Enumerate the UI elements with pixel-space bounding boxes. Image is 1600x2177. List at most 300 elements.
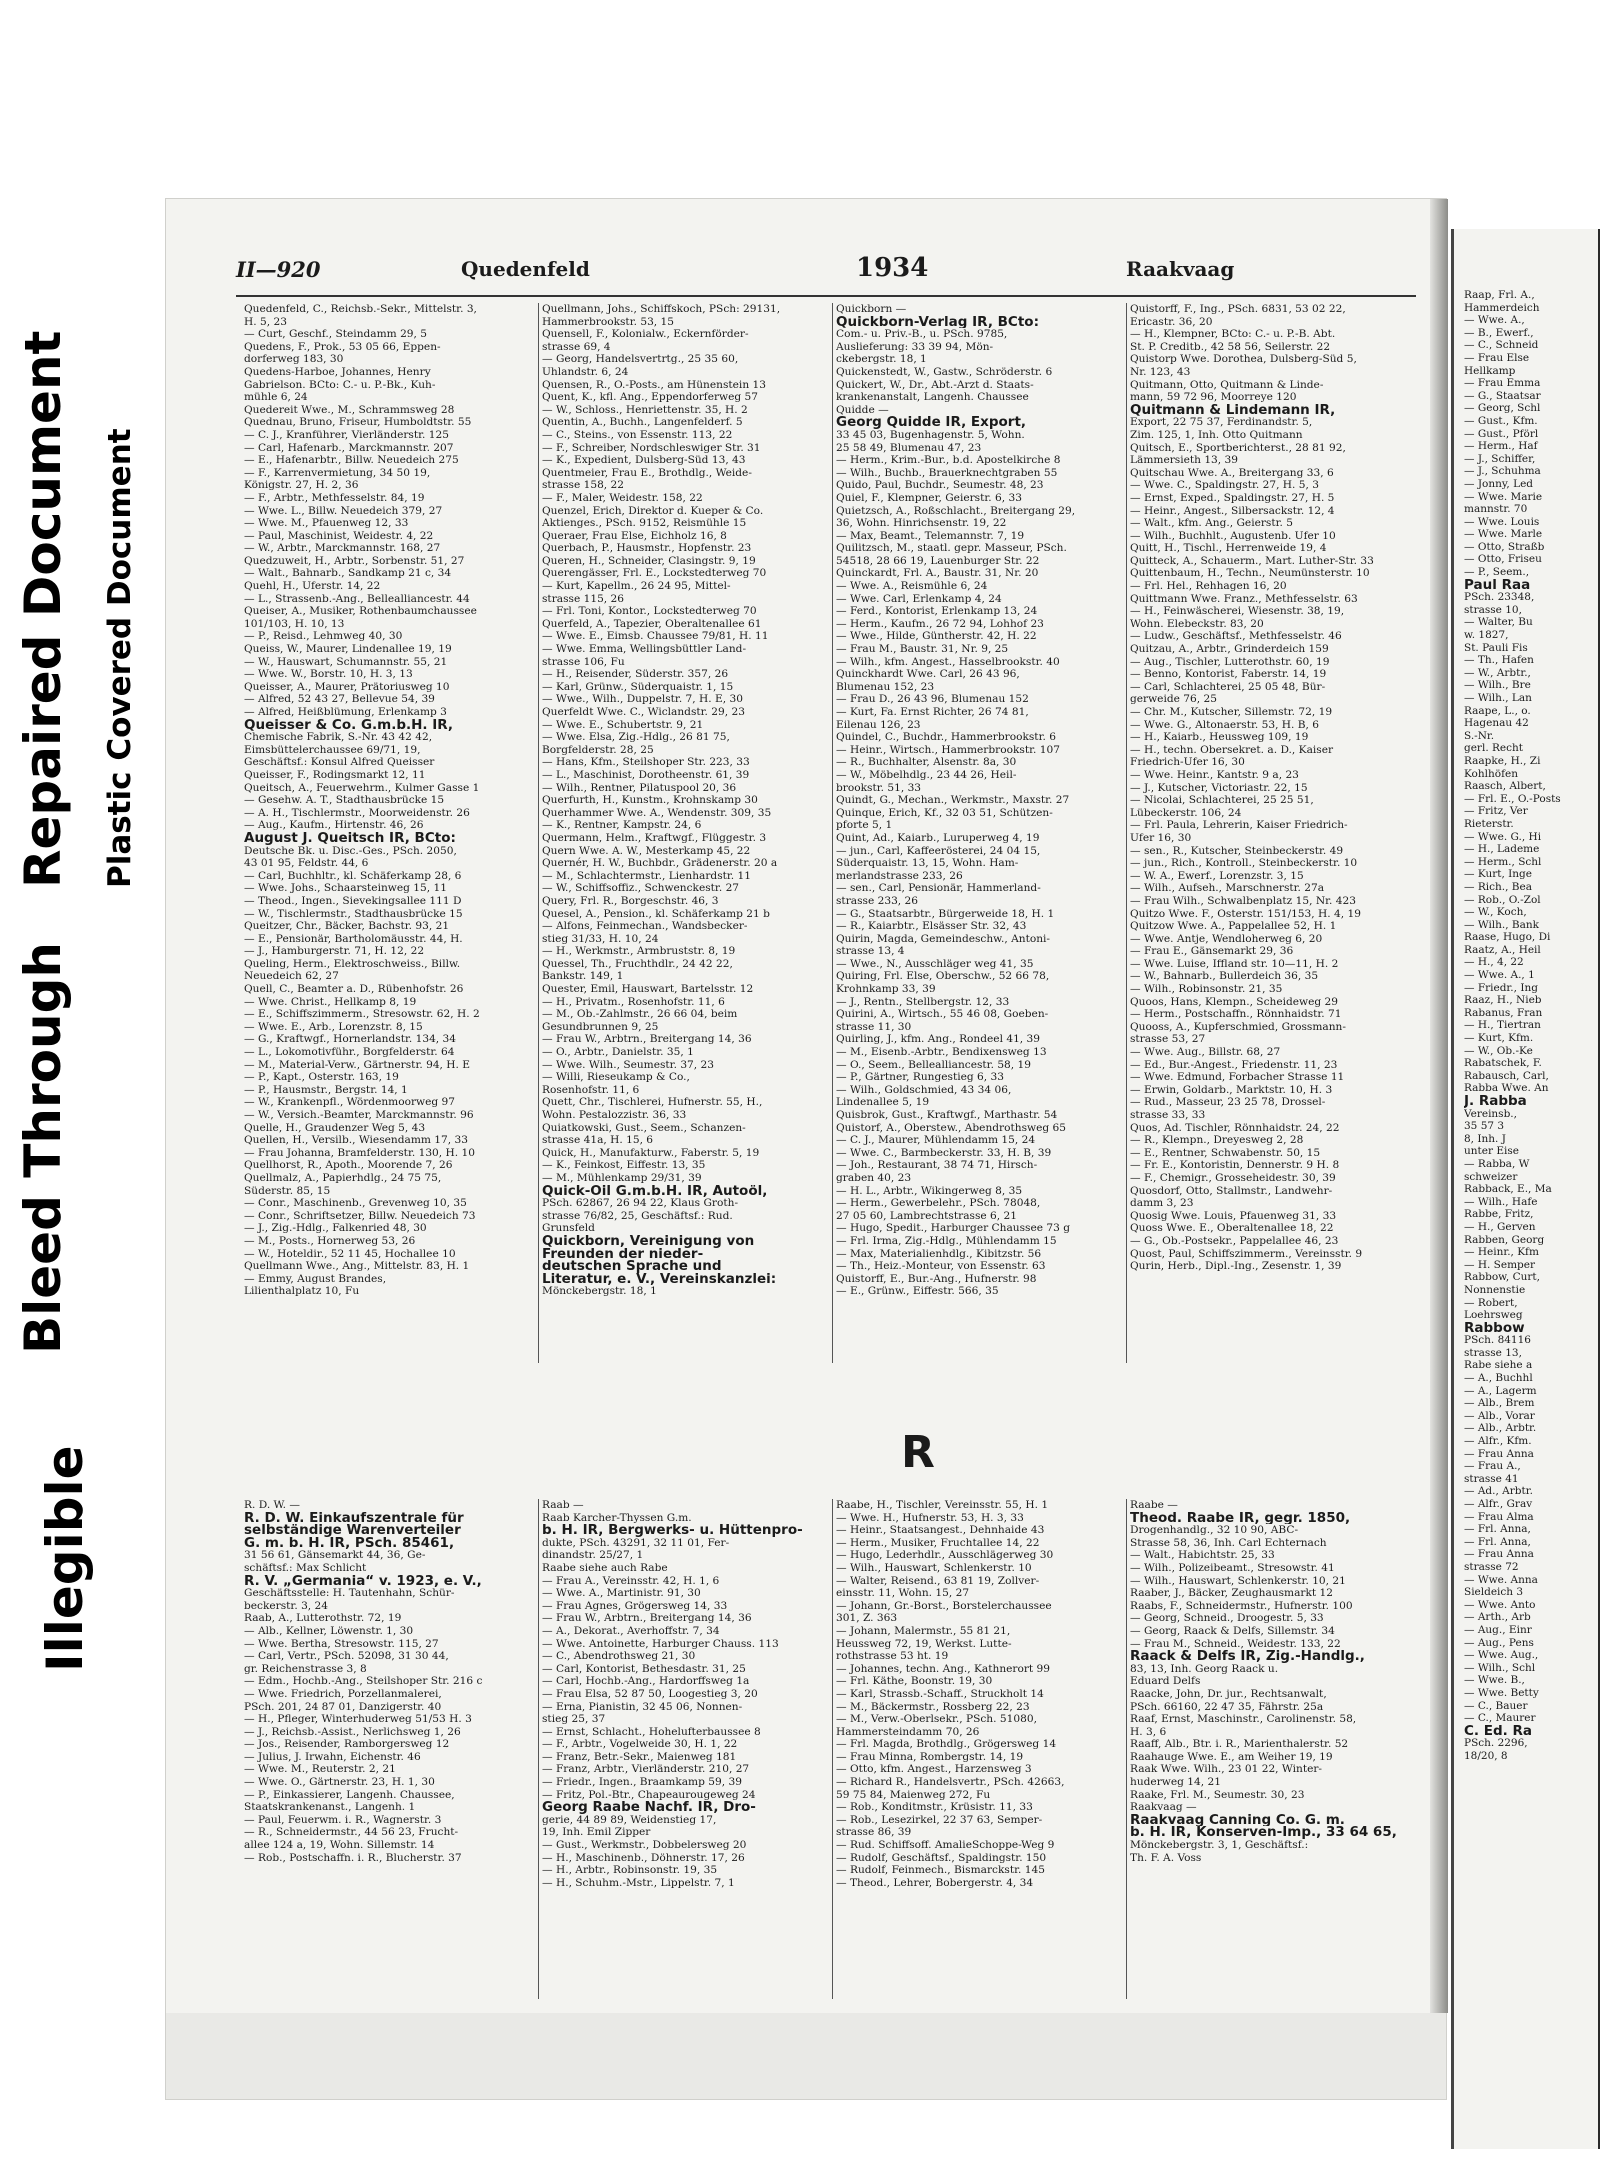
directory-column — [542, 1499, 828, 1889]
directory-entry-line: — Rudolf, Geschäftsf., Spaldingstr. 150 — [836, 1851, 1047, 1864]
directory-entry-line: strasse 106, Fu — [542, 655, 625, 668]
directory-entry-line: — Wwe. G., Altonaerstr. 53, H. B, 6 — [1130, 718, 1320, 731]
directory-entry-line: Raase, Hugo, Di — [1464, 931, 1551, 944]
directory-entry-line: — Wwe. Anto — [1464, 1598, 1536, 1611]
directory-entry-line: Raakvaag Canning Co. G. m. — [1130, 1813, 1345, 1827]
directory-entry-line: mannstr. 70 — [1464, 503, 1528, 516]
directory-entry-line: Quittenbaum, H., Techn., Neumünsterstr. 10 — [1130, 567, 1370, 580]
directory-entry-line: — Wwe. E., Schubertstr. 9, 21 — [542, 718, 704, 731]
header-rule — [236, 295, 1416, 297]
page-header — [236, 253, 1416, 287]
directory-entry-line: Bankstr. 149, 1 — [542, 970, 624, 983]
directory-entry-line: Quickenstedt, W., Gastw., Schröderstr. 6 — [836, 365, 1053, 378]
directory-entry-line: — Carl, Vertr., PSch. 52098, 31 30 44, — [244, 1650, 449, 1663]
directory-entry-line: damm 3, 23 — [1130, 1197, 1194, 1210]
directory-entry-line: Eduard Delfs — [1130, 1675, 1201, 1688]
directory-entry-line: Hammerbrookstr. 53, 15 — [542, 315, 675, 328]
directory-entry-line: Staatskrankenanst., Langenh. 1 — [244, 1801, 416, 1814]
directory-entry-line: — Georg, Handelsvertrtg., 25 35 60, — [542, 353, 739, 366]
directory-entry-line: — W., Koch, — [1464, 906, 1527, 919]
directory-entry-line: — Fritz, Pol.-Btr., Chapeaurougeweg 24 — [542, 1788, 756, 1801]
directory-entry-line: — Arth., Arb — [1464, 1611, 1531, 1624]
directory-entry-line: — H., 4, 22 — [1464, 956, 1524, 969]
directory-entry-line: Rabba Wwe. An — [1464, 1082, 1549, 1095]
directory-entry-line: Rieterstr. — [1464, 817, 1514, 830]
directory-entry-line: Gesundbrunnen 9, 25 — [542, 1020, 659, 1033]
directory-entry-line: — Wwe. Wilh., Seumestr. 37, 23 — [542, 1058, 715, 1071]
directory-entry-line: R. V. „Germania“ v. 1923, e. V., — [244, 1574, 482, 1588]
directory-entry-line: Quilitzsch, M., staatl. gepr. Masseur, PSch. — [836, 542, 1067, 555]
directory-entry-line: — P., Hausmstr., Bergstr. 14, 1 — [244, 1083, 408, 1096]
directory-entry-line: — Carl, Hochb.-Ang., Hardorffsweg 1a — [542, 1675, 750, 1688]
directory-entry-line: Quoos, Hans, Klempn., Scheideweg 29 — [1130, 995, 1338, 1008]
directory-entry-line: — Frau Minna, Rombergstr. 14, 19 — [836, 1750, 1024, 1763]
directory-entry-line: — E., Hafenarbtr., Billw. Neuedeich 275 — [244, 454, 459, 467]
directory-entry-line: deutschen Sprache und — [542, 1260, 722, 1273]
directory-entry-line: — Wilh., Polizeibeamt., Stresowstr. 41 — [1130, 1561, 1335, 1574]
directory-entry-line: PSch. 23348, — [1464, 591, 1535, 604]
directory-entry-line: — Fr. E., Kontoristin, Dennerstr. 9 H. 8 — [1130, 1159, 1340, 1172]
directory-entry-line: Quitt, H., Tischl., Herrenweide 19, 4 — [1130, 542, 1327, 555]
directory-entry-line: Quentin, A., Buchh., Langenfelderf. 5 — [542, 416, 743, 429]
directory-entry-line: — Wwe. Carl, Erlenkamp 4, 24 — [836, 592, 1002, 605]
directory-entry-line: — Rudolf, Feinmech., Bismarckstr. 145 — [836, 1864, 1045, 1877]
directory-entry-line: b. H. IR, Konserven-Imp., 33 64 65, — [1130, 1826, 1397, 1840]
directory-entry-line: — sen., R., Kutscher, Steinbeckerstr. 49 — [1130, 844, 1344, 857]
directory-entry-line: — Alfred, Heißblümung, Erlenkamp 3 — [244, 706, 447, 718]
directory-entry-line: strasse 69, 4 — [542, 340, 611, 353]
directory-entry-line: — O., Seem., Bellealliancestr. 58, 19 — [836, 1058, 1032, 1071]
directory-entry-line: — Rob., Postschaffn. i. R., Blucherstr. 37 — [244, 1851, 462, 1864]
directory-entry-line: — H. L., Arbtr., Wikingerweg 8, 35 — [836, 1184, 1023, 1197]
directory-column — [836, 303, 1122, 1298]
directory-entry-line: Quinckhardt Wwe. Carl, 26 43 96, — [836, 668, 1020, 681]
directory-entry-line: — Ad., Arbtr. — [1464, 1485, 1533, 1498]
directory-entry-line: — Frl. Paula, Lehrerin, Kaiser Friedrich- — [1130, 819, 1348, 832]
directory-entry-line: Vereinsb., — [1464, 1107, 1517, 1120]
directory-entry-line: Queraer, Frau Else, Eichholz 16, 8 — [542, 529, 727, 542]
directory-entry-line: R. D. W. Einkaufszentrale für — [244, 1511, 464, 1525]
directory-entry-line: Quooss, A., Kupferschmied, Grossmann- — [1130, 1020, 1346, 1033]
directory-entry-line: — Frl. Hel., Rehhagen 16, 20 — [1130, 580, 1287, 593]
directory-entry-line: Mönckebergstr. 18, 1 — [542, 1285, 657, 1298]
directory-entry-line: Quido, Paul, Buchdr., Seumestr. 48, 23 — [836, 479, 1044, 492]
directory-entry-line: — Wwe. A., Reismühle 6, 24 — [836, 580, 988, 593]
directory-entry-line: Th. F. A. Voss — [1130, 1851, 1202, 1864]
directory-entry-line: Quick, H., Manufakturw., Faberstr. 5, 19 — [542, 1146, 760, 1159]
directory-entry-line: Quistorff, F., Ing., PSch. 6831, 53 02 22, — [1130, 303, 1346, 315]
directory-entry-line: Königstr. 27, H. 2, 36 — [244, 479, 359, 492]
directory-entry-line: — Richard R., Handelsvertr., PSch. 42663, — [836, 1776, 1065, 1789]
directory-column — [244, 1499, 530, 1864]
directory-entry-line: — Frl. Irma, Zig.-Hdlg., Mühlendamm 15 — [836, 1234, 1057, 1247]
directory-entry-line: Rabe siehe a — [1464, 1359, 1533, 1372]
directory-entry-line: Queitsch, A., Feuerwehrm., Kulmer Gasse 1 — [244, 781, 480, 794]
directory-entry-line: — Wwe. Aug., — [1464, 1649, 1539, 1662]
directory-entry-line: Quickborn-Verlag IR, BCto: — [836, 315, 1039, 329]
directory-entry-line: rothstrasse 53 ht. 19 — [836, 1650, 949, 1663]
directory-entry-line: — H., Feinwäscherei, Wiesenstr. 38, 19, — [1130, 605, 1345, 618]
page-number: II—920 — [236, 257, 321, 282]
directory-entry-line: Rabanus, Fran — [1464, 1006, 1543, 1019]
directory-entry-line: — C., Maurer — [1464, 1712, 1536, 1725]
directory-entry-line: — W., Tischlermstr., Stadthausbrücke 15 — [244, 907, 463, 920]
directory-entry-line: — Friedr., Ingen., Braamkamp 59, 39 — [542, 1776, 742, 1789]
directory-entry-line: — Gesehw. A. T., Stadthausbrücke 15 — [244, 794, 445, 807]
directory-entry-line: — M., Material-Verw., Gärtnerstr. 94, H. E — [244, 1058, 470, 1071]
directory-entry-line: H. 3, 6 — [1130, 1725, 1167, 1738]
directory-entry-line: Ericastr. 36, 20 — [1130, 315, 1213, 328]
directory-entry-line: — H., Tiertran — [1464, 1019, 1541, 1032]
directory-entry-line: — Frau M., Baustr. 31, Nr. 9, 25 — [836, 643, 1009, 656]
directory-entry-line: graben 40, 23 — [836, 1171, 912, 1184]
directory-entry-line: — W., Bahnarb., Bullerdeich 36, 35 — [1130, 970, 1319, 983]
directory-entry-line: Raape, L., o. — [1464, 704, 1531, 717]
directory-entry-line: Quern Wwe. A. W., Mesterkamp 45, 22 — [542, 844, 751, 857]
plastic-covered-document-label: Plastic Covered Document — [102, 428, 138, 888]
directory-entry-line: — Frau A., Vereinsstr. 42, H. 1, 6 — [542, 1574, 720, 1587]
directory-entry-line: Hagenau 42 — [1464, 717, 1529, 730]
directory-entry-line: Queiser, A., Musiker, Rothenbaumchaussee — [244, 605, 477, 618]
directory-entry-line: Quosig Wwe. Louis, Pfauenweg 31, 33 — [1130, 1209, 1337, 1222]
directory-entry-line: — Frau Agnes, Grögersweg 14, 33 — [542, 1599, 728, 1612]
directory-entry-line: — H., Lademe — [1464, 843, 1540, 856]
annotation-labels — [0, 0, 150, 2177]
directory-entry-line: — Carl, Schlachterei, 25 05 48, Bür- — [1130, 680, 1326, 693]
directory-entry-line: — Wwe. L., Billw. Neuedeich 379, 27 — [244, 504, 443, 517]
directory-entry-line: — Gust., Pförl — [1464, 427, 1539, 440]
directory-entry-line: — L., Strassenb.-Ang., Bellealliancestr. 44 — [244, 592, 470, 605]
directory-entry-line: Raab Karcher-Thyssen G.m. — [542, 1511, 692, 1524]
directory-entry-line: — Georg, Raack & Delfs, Sillemstr. 34 — [1130, 1624, 1335, 1637]
directory-entry-line: Raabe siehe auch Rabe — [542, 1561, 668, 1574]
directory-entry-line: Rabbe, Fritz, — [1464, 1208, 1534, 1221]
directory-entry-line: — Johann, Gr.-Borst., Borstelerchaussee — [836, 1599, 1052, 1612]
directory-entry-line: — Carl, Kontorist, Bethesdastr. 31, 25 — [542, 1662, 746, 1675]
directory-entry-line: — Wwe. A., Martinistr. 91, 30 — [542, 1587, 701, 1600]
directory-entry-line: — Frau A., — [1464, 1460, 1521, 1473]
directory-entry-line: — A. H., Tischlermstr., Moorweidenstr. 26 — [244, 806, 470, 819]
r-entries — [244, 1499, 1420, 1999]
directory-entry-line: Quickborn, Vereinigung von — [542, 1234, 755, 1248]
directory-entry-line: — A., Dekorat., Averhoffstr. 7, 34 — [542, 1624, 720, 1637]
directory-entry-line: Rabbow, Curt, — [1464, 1271, 1540, 1284]
directory-entry-line: — Wilh., Hauswart, Schlenkerstr. 10 — [836, 1561, 1032, 1574]
directory-entry-line: — sen., Carl, Pensionär, Hammerland- — [836, 882, 1041, 895]
directory-entry-line: — K., Expedient, Dulsberg-Süd 13, 43 — [542, 454, 746, 467]
directory-entry-line: — Frau W., Arbtrn., Breitergang 14, 36 — [542, 1612, 752, 1625]
directory-entry-line: Wohn. Elebeckstr. 83, 20 — [1130, 617, 1264, 630]
directory-entry-line: Quost, Paul, Schiffszimmerm., Vereinsstr. 9 — [1130, 1247, 1363, 1260]
directory-entry-line: stieg 31/33, H. 10, 24 — [542, 932, 659, 945]
directory-entry-line: — L., Maschinist, Dorotheenstr. 61, 39 — [542, 768, 750, 781]
directory-entry-line: — H., Gerven — [1464, 1220, 1536, 1233]
directory-entry-line: Querhammer Wwe. A., Wendenstr. 309, 35 — [542, 806, 772, 819]
directory-entry-line: Eilenau 126, 23 — [836, 718, 921, 731]
directory-entry-line: — Otto, Straßb — [1464, 540, 1545, 553]
directory-entry-line: — jun., Carl, Kaffeerösterei, 24 04 15, — [836, 844, 1041, 857]
directory-entry-line: — Nicolai, Schlachterei, 25 25 51, — [1130, 794, 1314, 807]
directory-entry-line: — Aug., Kaufm., Hirtenstr. 46, 26 — [244, 819, 424, 832]
directory-entry-line: — Ludw., Geschäftsf., Methfesselstr. 46 — [1130, 630, 1342, 643]
directory-entry-line: — Conr., Schriftsetzer, Billw. Neuedeich 73 — [244, 1209, 476, 1222]
directory-entry-line: — Wwe. M., Reuterstr. 2, 21 — [244, 1763, 396, 1776]
directory-entry-line: — Wwe. Antoinette, Harburger Chauss. 113 — [542, 1637, 779, 1650]
directory-entry-line: Wohn. Pestalozzistr. 36, 33 — [542, 1109, 687, 1121]
directory-entry-line: — Kurt, Kfm. — [1464, 1032, 1534, 1045]
directory-entry-line: Quednau, Bruno, Friseur, Humboldtstr. 55 — [244, 416, 472, 429]
directory-entry-line: — Otto, Friseu — [1464, 553, 1542, 566]
directory-entry-line: St. Pauli Fis — [1464, 641, 1528, 654]
directory-entry-line: — K., Rentner, Kampstr. 24, 6 — [542, 819, 702, 832]
directory-entry-line: Quickert, W., Dr., Abt.-Arzt d. Staats- — [836, 378, 1034, 391]
directory-entry-line: Friedrich-Ufer 16, 30 — [1130, 756, 1245, 769]
directory-entry-line: Raakvaag — — [1130, 1801, 1197, 1814]
directory-entry-line: strasse 72 — [1464, 1560, 1519, 1573]
directory-entry-line: 33 45 03, Bugenhagenstr. 5, Wohn. — [836, 428, 1025, 441]
directory-entry-line: — Max, Beamt., Telemannstr. 7, 19 — [836, 529, 1025, 542]
directory-entry-line: — Rob., O.-Zol — [1464, 893, 1541, 906]
directory-entry-line: — Alfr., Grav — [1464, 1498, 1533, 1510]
directory-entry-line: Grunsfeld — [542, 1222, 595, 1235]
directory-entry-line: — Gust., Kfm. — [1464, 414, 1538, 427]
directory-entry-line: — Wwe., Wilh., Duppelstr. 7, H. E, 30 — [542, 693, 743, 706]
directory-entry-line: Quermann, Helm., Kraftwgf., Flüggestr. 3 — [542, 831, 767, 844]
directory-entry-line: huderweg 14, 21 — [1130, 1776, 1221, 1789]
directory-entry-line: — Wwe. Edmund, Forbacher Strasse 11 — [1130, 1071, 1345, 1084]
directory-entry-line: — Kurt, Fa. Ernst Richter, 26 74 81, — [836, 706, 1029, 718]
directory-entry-line: — Wwe. Marle — [1464, 528, 1543, 541]
directory-entry-line: Querfeldt Wwe. C., Wiclandstr. 29, 23 — [542, 706, 745, 718]
directory-entry-line: 31 56 61, Gänsemarkt 44, 36, Ge- — [244, 1549, 426, 1562]
directory-entry-line: — Wwe. Johs., Schaarsteinweg 15, 11 — [244, 882, 447, 895]
directory-entry-line: — P., Reisd., Lehmweg 40, 30 — [244, 630, 403, 643]
directory-entry-line: — Wwe. E., Eimsb. Chaussee 79/81, H. 11 — [542, 630, 769, 643]
directory-entry-line: — Karl, Grünw., Süderquaistr. 1, 15 — [542, 680, 734, 693]
directory-entry-line: strasse 76/82, 25, Geschäftsf.: Rud. — [542, 1209, 733, 1222]
repaired-document-label: Repaired Document — [14, 330, 72, 888]
directory-entry-line: Quitzow Wwe. A., Pappelallee 52, H. 1 — [1130, 920, 1337, 933]
directory-entry-line: Querbach, P., Hausmstr., Hopfenstr. 23 — [542, 542, 752, 555]
directory-entry-line: — H., Pfleger, Winterhuderweg 51/53 H. 3 — [244, 1713, 472, 1726]
directory-entry-line: — Curt, Geschf., Steindamm 29, 5 — [244, 328, 428, 341]
directory-entry-line: w. 1827, — [1464, 629, 1509, 642]
directory-entry-line: Quitmann & Lindemann IR, — [1130, 403, 1336, 417]
directory-entry-line: Quindel, C., Buchdr., Hammerbrookstr. 6 — [836, 731, 1056, 744]
directory-entry-line: Quensell, F., Kolonialw., Eckernförder- — [542, 328, 749, 341]
directory-entry-line: Lindenallee 5, 19 — [836, 1096, 930, 1109]
directory-entry-line: — Theod., Lehrer, Bobergerstr. 4, 34 — [836, 1876, 1034, 1889]
directory-entry-line: Queiss, W., Maurer, Lindenallee 19, 19 — [244, 643, 452, 656]
directory-entry-line: — Conr., Maschinenb., Grevenweg 10, 35 — [244, 1197, 467, 1210]
directory-entry-line: — Wilh., Buchb., Brauerknechtgraben 55 — [836, 466, 1058, 479]
directory-entry-line: — Wilh., Bre — [1464, 679, 1531, 692]
directory-entry-line: Rabback, E., Ma — [1464, 1183, 1552, 1196]
directory-entry-line: — Th., Heiz.-Monteur, von Essenstr. 63 — [836, 1260, 1046, 1273]
directory-entry-line: — Frau Emma — [1464, 377, 1541, 390]
directory-entry-line: — M., Verw.-Oberlsekr., PSch. 51080, — [836, 1713, 1037, 1726]
directory-entry-line: 35 57 3 — [1464, 1120, 1505, 1133]
directory-entry-line: — R., Buchhalter, Alsenstr. 8a, 30 — [836, 756, 1017, 769]
directory-entry-line: gerie, 44 89 89, Weidenstieg 17, — [542, 1813, 717, 1826]
directory-entry-line: — C., Steins., von Essenstr. 113, 22 — [542, 428, 733, 441]
directory-entry-line: — Joh., Restaurant, 38 74 71, Hirsch- — [836, 1159, 1038, 1172]
directory-entry-line: Raaz, H., Nieb — [1464, 994, 1542, 1007]
directory-entry-line: — J., Reichsb.-Assist., Nerlichsweg 1, 26 — [244, 1725, 461, 1738]
directory-entry-line: Quistorf, A., Oberstew., Abendrothsweg 65 — [836, 1121, 1066, 1134]
directory-entry-line: — H., Maschinenb., Döhnerstr. 17, 26 — [542, 1851, 745, 1864]
directory-entry-line: Georg Raabe Nachf. IR, Dro- — [542, 1801, 756, 1814]
directory-entry-line: stieg 25, 37 — [542, 1713, 606, 1726]
directory-entry-line: — Franz, Arbtr., Vierländerstr. 210, 27 — [542, 1763, 750, 1776]
directory-entry-line: — Wwe. Betty — [1464, 1686, 1539, 1699]
directory-entry-line: Eimsbüttelerchaussee 69/71, 19, — [244, 743, 421, 756]
directory-entry-line: 27 05 60, Lambrechtstrasse 6, 21 — [836, 1209, 1017, 1222]
directory-entry-line: August J. Queitsch IR, BCto: — [244, 831, 456, 845]
directory-entry-line: — Willi, Rieseukamp & Co., — [542, 1071, 690, 1084]
directory-entry-line: Raacke, John, Dr. jur., Rechtsanwalt, — [1130, 1687, 1327, 1700]
directory-entry-line: — Gust., Werkmstr., Dobbelersweg 20 — [542, 1839, 747, 1852]
directory-entry-line: Qurin, Herb., Dipl.-Ing., Zesenstr. 1, 39 — [1130, 1260, 1342, 1273]
directory-entry-line: — R., Klempn., Dreyesweg 2, 28 — [1130, 1134, 1304, 1147]
directory-entry-line: — Wilh., Hafe — [1464, 1195, 1538, 1208]
directory-entry-line: — Frl. Anna, — [1464, 1535, 1531, 1548]
directory-entry-line: — J., Zig.-Hdlg., Falkenried 48, 30 — [244, 1222, 427, 1235]
directory-entry-line: Quenzel, Erich, Direktor d. Kueper & Co. — [542, 504, 764, 517]
directory-entry-line: — Rabba, W — [1464, 1157, 1530, 1170]
directory-entry-line: — Carl, Hafenarb., Marckmannstr. 207 — [244, 441, 454, 454]
directory-entry-line: Quedereit Wwe., M., Schrammsweg 28 — [244, 403, 455, 416]
directory-entry-line: — C. J., Kranführer, Vierländerstr. 125 — [244, 428, 449, 441]
directory-entry-line: — P., Seem., — [1464, 566, 1530, 579]
directory-entry-line: — Alfons, Feinmechan., Wandsbecker- — [542, 920, 748, 933]
directory-entry-line: — H., techn. Obersekret. a. D., Kaiser — [1130, 743, 1334, 756]
directory-entry-line: — Benno, Kontorist, Faberstr. 14, 19 — [1130, 668, 1327, 681]
directory-entry-line: strasse 53, 27 — [1130, 1033, 1206, 1046]
directory-entry-line: 19, Inh. Emil Zipper — [542, 1826, 651, 1839]
directory-entry-line: Query, Frl. R., Borgeschstr. 46, 3 — [542, 894, 719, 907]
directory-entry-line: Neuedeich 62, 27 — [244, 970, 339, 983]
directory-entry-line: — Heinr., Staatsangest., Dehnhaide 43 — [836, 1524, 1045, 1537]
directory-entry-line: — F., Schreiber, Nordschleswiger Str. 31 — [542, 441, 761, 454]
directory-entry-line: Quinckardt, Frl. A., Baustr. 31, Nr. 20 — [836, 567, 1039, 580]
directory-entry-line: — Wwe. Heinr., Kantstr. 9 a, 23 — [1130, 768, 1299, 781]
directory-entry-line: mühle 6, 24 — [244, 391, 308, 404]
directory-entry-line: — Alfred, 52 43 27, Bellevue 54, 39 — [244, 693, 435, 706]
directory-entry-line: — H., Arbtr., Robinsonstr. 19, 35 — [542, 1864, 718, 1877]
directory-entry-line: — Wwe. M., Pfauenweg 12, 33 — [244, 517, 409, 530]
directory-entry-line: — Wilh., Bank — [1464, 918, 1540, 931]
directory-entry-line: — Frl. Magda, Brothdlg., Grögersweg 14 — [836, 1738, 1057, 1751]
directory-entry-line: — Wwe. O., Gärtnerstr. 23, H. 1, 30 — [244, 1776, 435, 1789]
directory-entry-line: Raake, Frl. M., Seumestr. 30, 23 — [1130, 1788, 1305, 1801]
directory-entry-line: Quedens-Harboe, Johannes, Henry — [244, 365, 431, 378]
directory-entry-line: — Herm., Postschaffn., Rönnhaidstr. 71 — [1130, 1008, 1342, 1021]
directory-column — [836, 1499, 1122, 1889]
header-first-entry: Quedenfeld — [461, 257, 590, 281]
directory-entry-line: Quensen, R., O.-Posts., am Hünenstein 13 — [542, 378, 766, 391]
directory-entry-line: brookstr. 51, 33 — [836, 781, 922, 794]
directory-entry-line: 8, Inh. J — [1464, 1132, 1506, 1145]
directory-entry-line: Quitzo Wwe. F., Osterstr. 151/153, H. 4, 19 — [1130, 907, 1361, 920]
directory-entry-line: Quiring, Frl. Else, Oberschw., 52 66 78, — [836, 970, 1050, 983]
directory-entry-line: — Theod., Ingen., Sievekingsallee 111 D — [244, 894, 462, 907]
directory-entry-line: — Wwe., N., Ausschläger weg 41, 35 — [836, 957, 1034, 970]
directory-entry-line: — H., Werkmstr., Armbruststr. 8, 19 — [542, 945, 736, 958]
directory-entry-line: — H., Privatm., Rosenhofstr. 11, 6 — [542, 995, 725, 1008]
directory-entry-line: Queling, Herm., Elektroschweiss., Billw. — [244, 957, 461, 970]
directory-entry-line: — Ernst, Schlacht., Hohelufterbaussee 8 — [542, 1725, 761, 1738]
directory-entry-line: 83, 13, Inh. Georg Raack u. — [1130, 1662, 1279, 1675]
directory-entry-line: Raasch, Albert, — [1464, 780, 1546, 793]
directory-entry-line: St. P. Creditb., 42 58 56, Seilerstr. 22 — [1130, 340, 1331, 353]
directory-entry-line: — Rob., Lesezirkel, 22 37 63, Semper- — [836, 1813, 1043, 1826]
directory-entry-line: b. H. IR, Bergwerks- u. Hüttenpro- — [542, 1524, 803, 1537]
directory-entry-line: — L., Lokomotivführ., Borgfelderstr. 64 — [244, 1046, 455, 1059]
directory-entry-line: PSch. 84116 — [1464, 1334, 1531, 1347]
directory-entry-line: Zim. 125, 1, Inh. Otto Quitmann — [1130, 428, 1303, 441]
directory-entry-line: — Frau Anna — [1464, 1548, 1534, 1561]
directory-entry-line: — Herm., Gewerbelehr., PSch. 78048, — [836, 1197, 1041, 1210]
directory-entry-line: Com.- u. Priv.-B., u. PSch. 9785, — [836, 328, 1008, 341]
directory-entry-line: — F., Arbtr., Methfesselstr. 84, 19 — [244, 491, 425, 504]
directory-entry-line: — H., Kaiarb., Heussweg 109, 19 — [1130, 731, 1309, 744]
directory-entry-line: ckebergstr. 18, 1 — [836, 353, 927, 366]
directory-entry-line: Süderstr. 85, 15 — [244, 1184, 331, 1197]
directory-entry-line: Quinque, Erich, Kf., 32 03 51, Schützen- — [836, 806, 1053, 819]
directory-entry-line: Quitteck, A., Schauerm., Mart. Luther-Str. 33 — [1130, 554, 1374, 567]
directory-entry-line: — G., Kraftwgf., Hornerlandstr. 134, 34 — [244, 1033, 457, 1046]
directory-entry-line: — W., Möbelhdlg., 23 44 26, Heil- — [836, 768, 1017, 781]
directory-entry-line: — Wilh., Rentner, Pilatuspool 20, 36 — [542, 781, 737, 794]
directory-entry-line: — Hugo, Lederhdlr., Ausschlägerweg 30 — [836, 1549, 1054, 1562]
directory-entry-line: — Jos., Reisender, Ramborgersweg 12 — [244, 1738, 450, 1751]
directory-entry-line: — W., Schloss., Henriettenstr. 35, H. 2 — [542, 403, 748, 416]
directory-entry-line: schäftsf.: Max Schlicht — [244, 1561, 367, 1574]
directory-entry-line: — Wilh., Lan — [1464, 692, 1532, 704]
directory-entry-line: Quosdorf, Otto, Stallmstr., Landwehr- — [1130, 1184, 1333, 1197]
directory-entry-line: — Alb., Brem — [1464, 1397, 1535, 1410]
directory-entry-line: Strasse 58, 36, Inh. Carl Echternach — [1130, 1536, 1327, 1549]
directory-entry-line: strasse 13, — [1464, 1346, 1522, 1359]
directory-entry-line: — Frl. Käthe, Boonstr. 19, 30 — [836, 1675, 993, 1688]
directory-entry-line: Drogenhandlg., 32 10 90, ABC- — [1130, 1524, 1299, 1537]
directory-entry-line: Quietzsch, A., Roßschlacht., Breitergang 29, — [836, 504, 1076, 517]
directory-entry-line: — G., Staatsar — [1464, 389, 1541, 402]
directory-entry-line: Quett, Chr., Tischlerei, Hufnerstr. 55, H., — [542, 1096, 763, 1109]
directory-entry-line: Rabatschek, F. — [1464, 1057, 1542, 1070]
directory-entry-line: — F., Maler, Weidestr. 158, 22 — [542, 491, 703, 504]
directory-entry-line: 59 75 84, Maienweg 272, Fu — [836, 1788, 991, 1801]
directory-entry-line: Quellen, H., Versilb., Wiesendamm 17, 33 — [244, 1134, 468, 1147]
directory-entry-line: Quent, K., kfl. Ang., Eppendorferweg 57 — [542, 391, 759, 404]
directory-entry-line: PSch. 2296, — [1464, 1737, 1528, 1750]
directory-entry-line: — Fritz, Ver — [1464, 805, 1528, 818]
directory-entry-line: Quidde — — [836, 403, 889, 416]
directory-entry-line: — Ed., Bur.-Angest., Friedenstr. 11, 23 — [1130, 1058, 1338, 1071]
directory-entry-line: — G., Ob.-Postsekr., Pappelallee 46, 23 — [1130, 1234, 1339, 1247]
directory-entry-line: Quell, C., Beamter a. D., Rübenhofstr. 26 — [244, 983, 464, 996]
directory-entry-line: Paul Raa — [1464, 578, 1531, 592]
directory-entry-line: — Walter, Reisend., 63 81 19, Zollver- — [836, 1574, 1040, 1587]
directory-entry-line: Rabbow — [1464, 1321, 1525, 1335]
directory-entry-line: Quessel, Th., Fruchthdlr., 24 42 22, — [542, 957, 733, 970]
directory-entry-line: Lämmersieth 13, 39 — [1130, 454, 1239, 467]
directory-entry-line: gr. Reichenstrasse 3, 8 — [244, 1662, 367, 1675]
directory-entry-line: — Th., Hafen — [1464, 654, 1534, 667]
directory-entry-line: Raab, A., Lutterothstr. 72, 19 — [244, 1612, 402, 1625]
directory-entry-line: Rabben, Georg — [1464, 1233, 1545, 1246]
